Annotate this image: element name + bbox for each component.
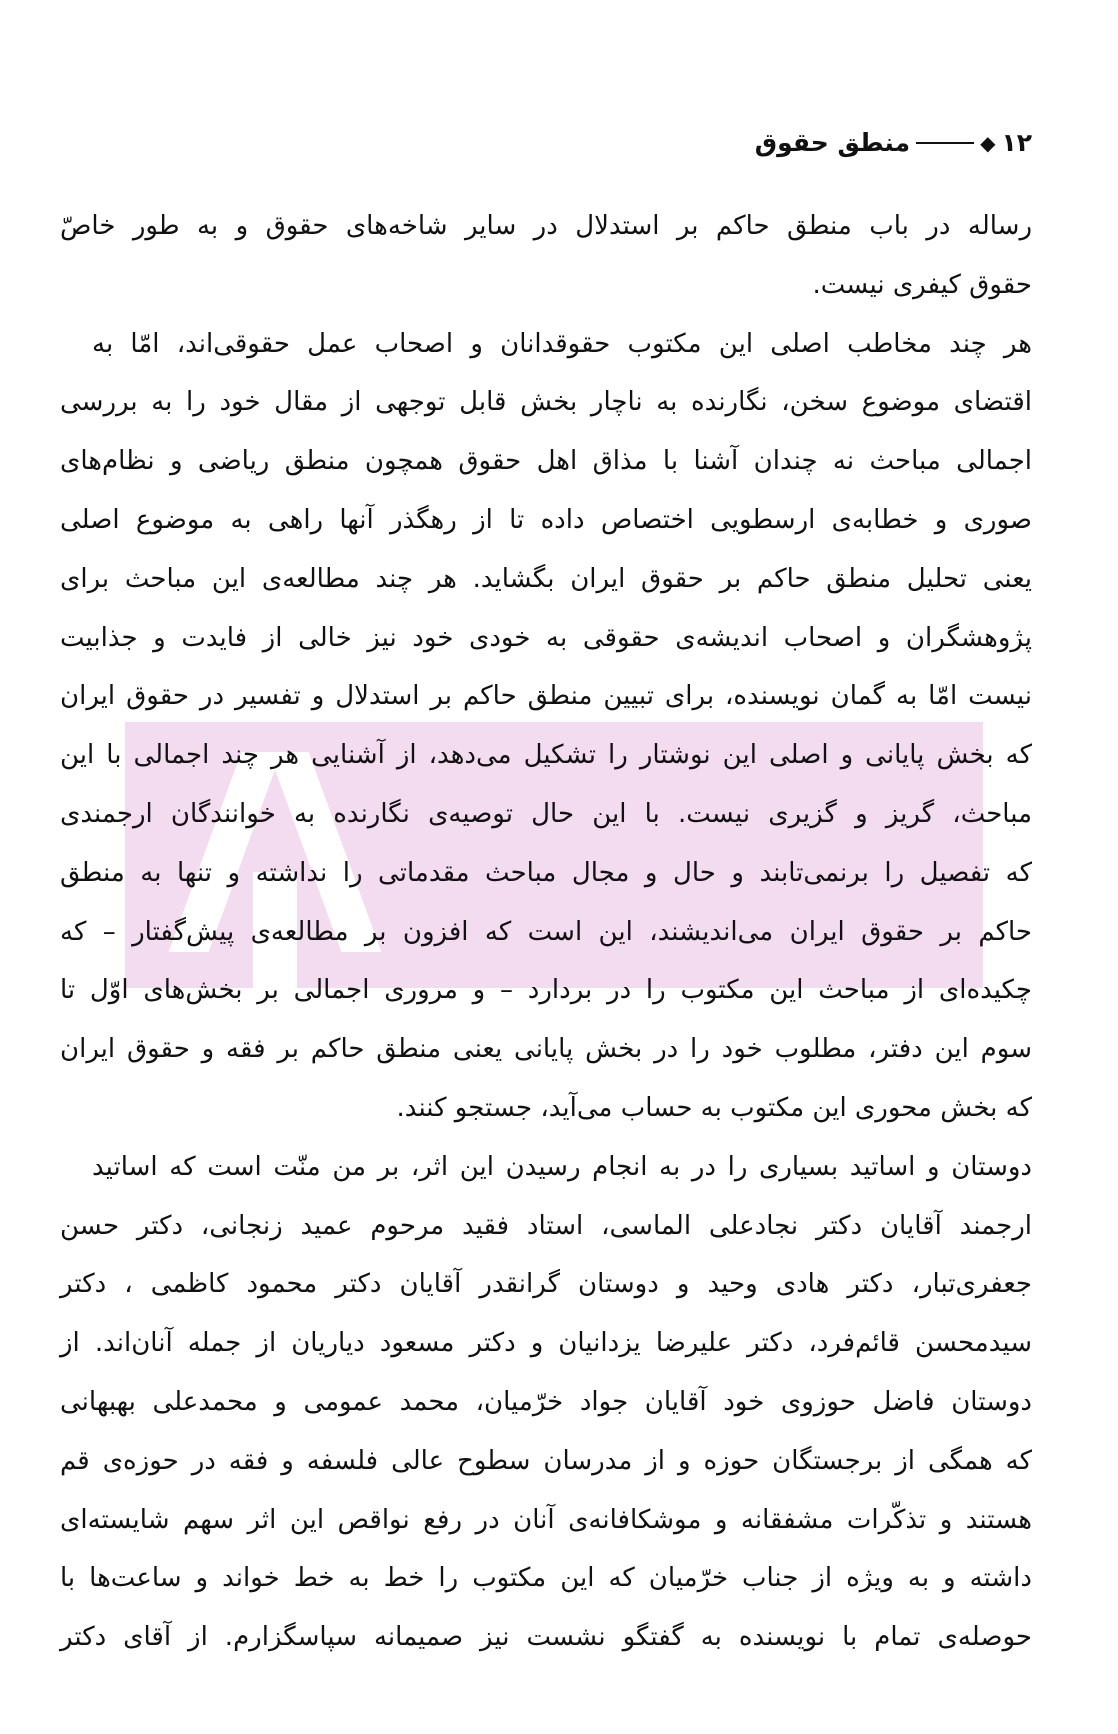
- text-line: پژوهشگران و اصحاب اندیشه‌ی حقوقی به خودی خود نیز خالی از فایدت و جذابیت: [60, 622, 1032, 653]
- text-line: حقوق کیفری نیست.: [812, 269, 1032, 300]
- header-rule: [916, 142, 974, 144]
- text-line: یعنی تحلیل منطق حاکم بر حقوق ایران بگشاید. هر چند مطالعه‌ی این مباحث برای: [60, 563, 1032, 594]
- text-line: دوستان فاضل حوزوی خود آقایان جواد خرّمیان، محمد عمومی و محمدعلی بهبهانی: [60, 1387, 1032, 1417]
- text-line: که بخش پایانی و اصلی این نوشتار را تشکیل می‌دهد، از آشنایی هر چند اجمالی با این: [60, 740, 1032, 771]
- text-line: حاکم بر حقوق ایران می‌اندیشند، این است که افزون بر مطالعه‌ی پیش‌گفتار – که: [60, 916, 1032, 947]
- diamond-icon: ◆: [980, 130, 996, 155]
- text-line: اقتضای موضوع سخن، نگارنده به ناچار بخش قابل توجهی از مقال خود را به بررسی: [60, 387, 1032, 418]
- text-line: مباحث، گریز و گزیری نیست. با این حال توصیه‌ی نگارنده به خوانندگان ارجمندی: [60, 799, 1032, 829]
- text-line: ارجمند آقایان دکتر نجادعلی الماسی، استاد فقید مرحوم عمید زنجانی، دکتر حسن: [60, 1210, 1032, 1241]
- text-line: نیست امّا به گمان نویسنده، برای تبیین منطق حاکم بر استدلال و تفسیر در حقوق ایران: [60, 681, 1032, 712]
- text-line: اجمالی مباحث نه چندان آشنا با مذاق اهل حقوق همچون منطق ریاضی و نظام‌های: [60, 446, 1032, 477]
- text-line: که همگی از برجستگان حوزه و از مدرسان سطوح عالی فلسفه و فقه در حوزه‌ی قم: [60, 1445, 1032, 1476]
- text-line: صوری و خطابه‌ی ارسطویی اختصاص داده تا از رهگذر آنها راهی به موضوع اصلی: [60, 505, 1032, 535]
- running-header: [755, 128, 1032, 157]
- text-line: چکیده‌ای از مباحث این مکتوب را در بردارد – و مروری اجمالی بر بخش‌های اوّل تا: [60, 975, 1032, 1006]
- text-line: هر چند مخاطب اصلی این مکتوب حقوقدانان و اصحاب عمل حقوقی‌اند، امّا به: [92, 328, 1032, 359]
- text-line: که بخش محوری این مکتوب به حساب می‌آید، جستجو کنند.: [396, 1093, 1032, 1123]
- text-line: که تفصیل را برنمی‌تابند و حال و مجال مباحث مقدماتی را نداشته و تنها به منطق: [60, 857, 1032, 888]
- text-line: دوستان و اساتید بسیاری را در به انجام رسیدن این اثر، بر من منّت است که اساتید: [92, 1151, 1032, 1182]
- text-line: رساله در باب منطق حاکم بر استدلال در سایر شاخه‌های حقوق و به طور خاصّ: [60, 211, 1032, 241]
- book-title: منطق حقوق: [754, 128, 911, 157]
- text-line: سوم این دفتر، مطلوب خود را در بخش پایانی یعنی منطق حاکم بر فقه و حقوق ایران: [60, 1034, 1032, 1065]
- text-line: سیدمحسن قائم‌فرد، دکتر علیرضا یزدانیان و دکتر مسعود دیاریان از جمله آنان‌اند. از: [60, 1328, 1032, 1359]
- text-line: جعفری‌تبار، دکتر هادی وحید و دوستان گرانقدر آقایان دکتر محمود کاظمی ، دکتر: [60, 1269, 1032, 1300]
- page-number: ۱۲: [1001, 128, 1032, 157]
- text-line: هستند و تذکّرات مشفقانه و موشکافانه‌ی آنان در رفع نواقص این اثر سهم شایسته‌ای: [60, 1504, 1032, 1535]
- text-line: حوصله‌ی تمام با نویسنده به گفتگو نشست نیز صمیمانه سپاسگزارم. از آقای دکتر: [60, 1622, 1032, 1653]
- text-line: داشته و به ویژه از جناب خرّمیان که این مکتوب را خط به خط خواند و ساعت‌ها با: [60, 1563, 1032, 1594]
